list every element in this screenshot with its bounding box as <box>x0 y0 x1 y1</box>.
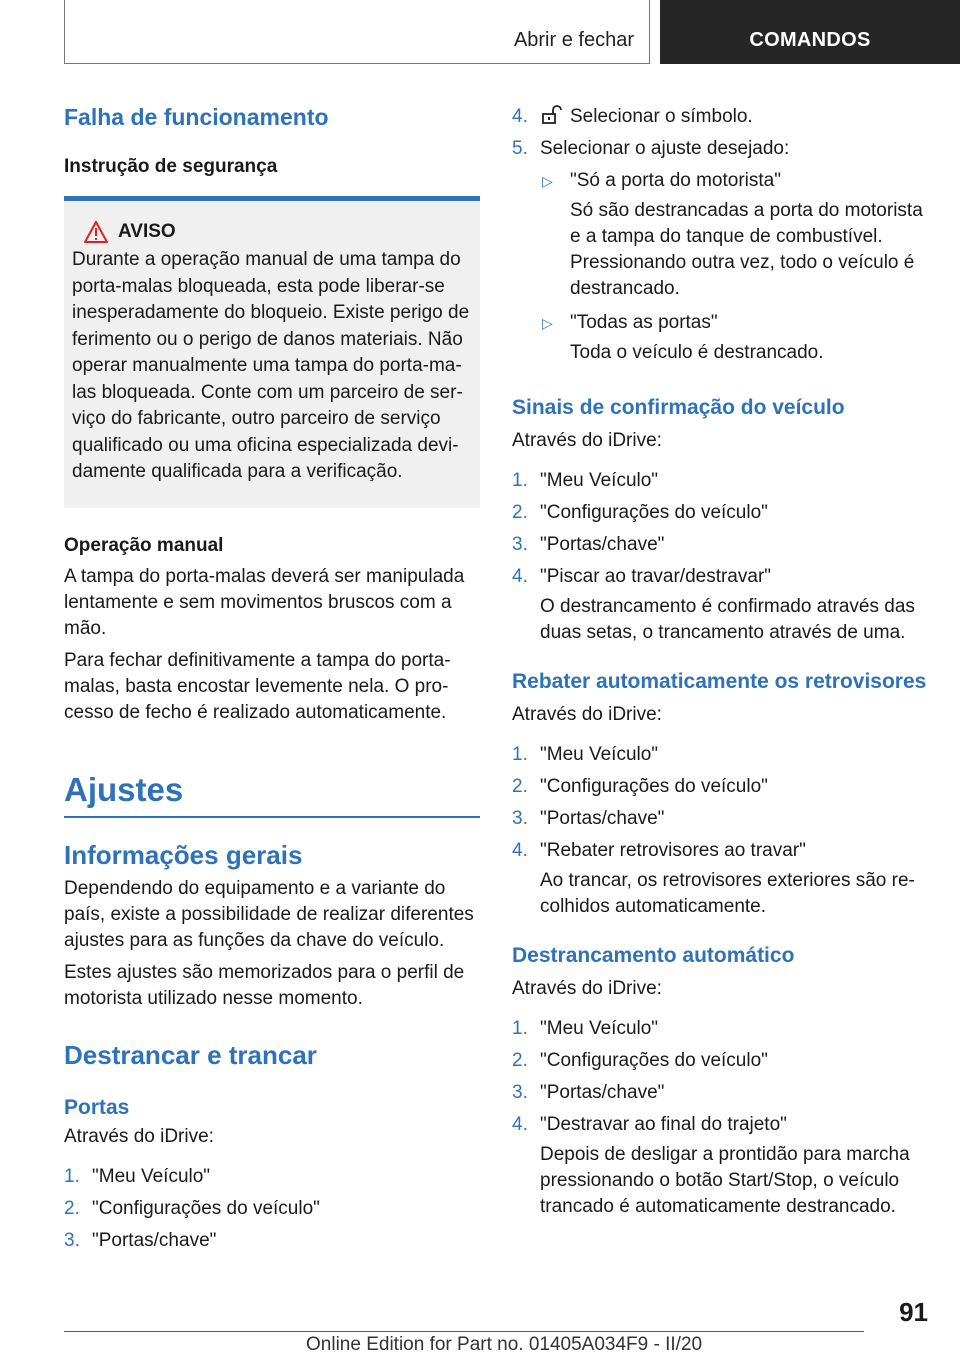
info-paragraph-1: Dependendo do equipamento e a variante do país, existe a possibilidade de realizar diferentes ajustes para as funções da chave do veículo. <box>64 877 474 951</box>
list-item: 4. Selecionar o símbolo. <box>512 106 753 127</box>
option-list <box>542 168 928 366</box>
list-item: 4. "Rebater retrovisores ao travar" Ao trancar, os retrovisores exteriores são recolhidos automaticamente. <box>512 840 915 917</box>
warning-title <box>84 221 470 243</box>
falha-heading: Falha de funcionamento <box>64 104 329 130</box>
warning-triangle-icon <box>84 221 108 243</box>
portas-heading: Portas <box>64 1095 130 1119</box>
instrucao-heading: Instrução de segurança <box>64 156 278 177</box>
auto-heading: Destrancamento automático <box>512 944 795 967</box>
list-item: 2. "Configurações do veículo" <box>64 1197 320 1219</box>
auto-intro: Através do iDrive: <box>512 978 662 999</box>
portas-steps <box>64 1164 480 1254</box>
warning-label: AVISO <box>118 221 176 242</box>
rebater-heading: Rebater automaticamente os retrovisores <box>512 670 927 693</box>
unlock-icon <box>540 105 564 125</box>
ajustes-heading: Ajustes <box>64 770 480 818</box>
portas-intro: Através do iDrive: <box>64 1125 214 1147</box>
destrancar-heading: Destrancar e trancar <box>64 1039 317 1070</box>
list-item: 4. "Destravar ao final do trajeto" Depois de desligar a prontidão para marcha pressionando o botão Start/Stop, o veículo trancado é automaticamente destrancado. <box>512 1114 910 1217</box>
header-section-title: Abrir e fechar <box>470 0 650 64</box>
operacao-paragraph-2: Para fechar definitivamente a tampa do porta-malas, basta encostar levemente nela. O processo de fecho é realizado automaticamente. <box>64 649 451 723</box>
list-item: 2. "Configurações do veículo" <box>512 1050 768 1071</box>
list-item: 3. "Portas/chave" <box>64 1229 217 1251</box>
header-left-border <box>64 0 65 64</box>
list-item: 5. Selecionar o ajuste desejado: <box>512 138 790 159</box>
list-item: 1. "Meu Veículo" <box>512 470 659 491</box>
rebater-intro: Através do iDrive: <box>512 704 662 725</box>
list-item: 2. "Configurações do veículo" <box>512 776 768 797</box>
list-item: ▷ "Só a porta do motorista" Só são destrancadas a porta do motorista e a tampa do tanque de combustível. Pressionando outra vez, todo o veículo é destrancado. <box>542 170 923 299</box>
list-item: 2. "Configurações do veículo" <box>512 502 768 523</box>
operacao-heading: Operação manual <box>64 534 224 556</box>
list-item: 4. "Piscar ao travar/destravar" O destrancamento é confirmado através das duas setas, o trancamento através de uma. <box>512 566 915 643</box>
symbol-steps <box>512 104 928 162</box>
operacao-paragraph-1: A tampa do porta-malas deverá ser manipulada lentamente e sem movimentos bruscos com a mão. <box>64 565 465 639</box>
left-column <box>64 100 480 1260</box>
list-item: 1. "Meu Veículo" <box>64 1165 211 1187</box>
footer-edition: Online Edition for Part no. 01405A034F9 - II/20 <box>306 1334 703 1355</box>
list-item: 1. "Meu Veículo" <box>512 744 659 765</box>
list-item: 3. "Portas/chave" <box>512 1082 665 1103</box>
warning-text: Durante a operação manual de uma tampa do porta-malas bloqueada, esta pode liberar-se inesperadamente do bloqueio. Existe perigo de ferimento ou o perigo de danos materiais. Não operar manualmente uma tampa do porta-malas bloqueada. Conte com um parceiro de serviço do fabricante, outro parceiro de serviço qualificado ou uma oficina especializada devidamente qualificada para a verificação. <box>72 249 470 482</box>
footer-divider <box>64 1331 864 1332</box>
sinais-intro: Através do iDrive: <box>512 430 662 451</box>
informacoes-heading: Informações gerais <box>64 839 303 870</box>
auto-steps <box>512 1016 928 1220</box>
list-item: ▷ "Todas as portas" Toda o veículo é destrancado. <box>542 312 824 363</box>
list-item: 3. "Portas/chave" <box>512 808 665 829</box>
header-chapter-tab: COMANDOS <box>660 0 960 64</box>
list-item: 1. "Meu Veículo" <box>512 1018 659 1039</box>
right-column <box>512 104 928 1226</box>
sinais-steps <box>512 468 928 646</box>
rebater-steps <box>512 742 928 920</box>
info-paragraph-2: Estes ajustes são memorizados para o perfil de motorista utilizado nesse momento. <box>64 961 465 1009</box>
warning-box <box>64 196 480 508</box>
list-item: 3. "Portas/chave" <box>512 534 665 555</box>
sinais-heading: Sinais de confirmação do veículo <box>512 396 845 419</box>
page-number: 91 <box>899 1297 928 1327</box>
